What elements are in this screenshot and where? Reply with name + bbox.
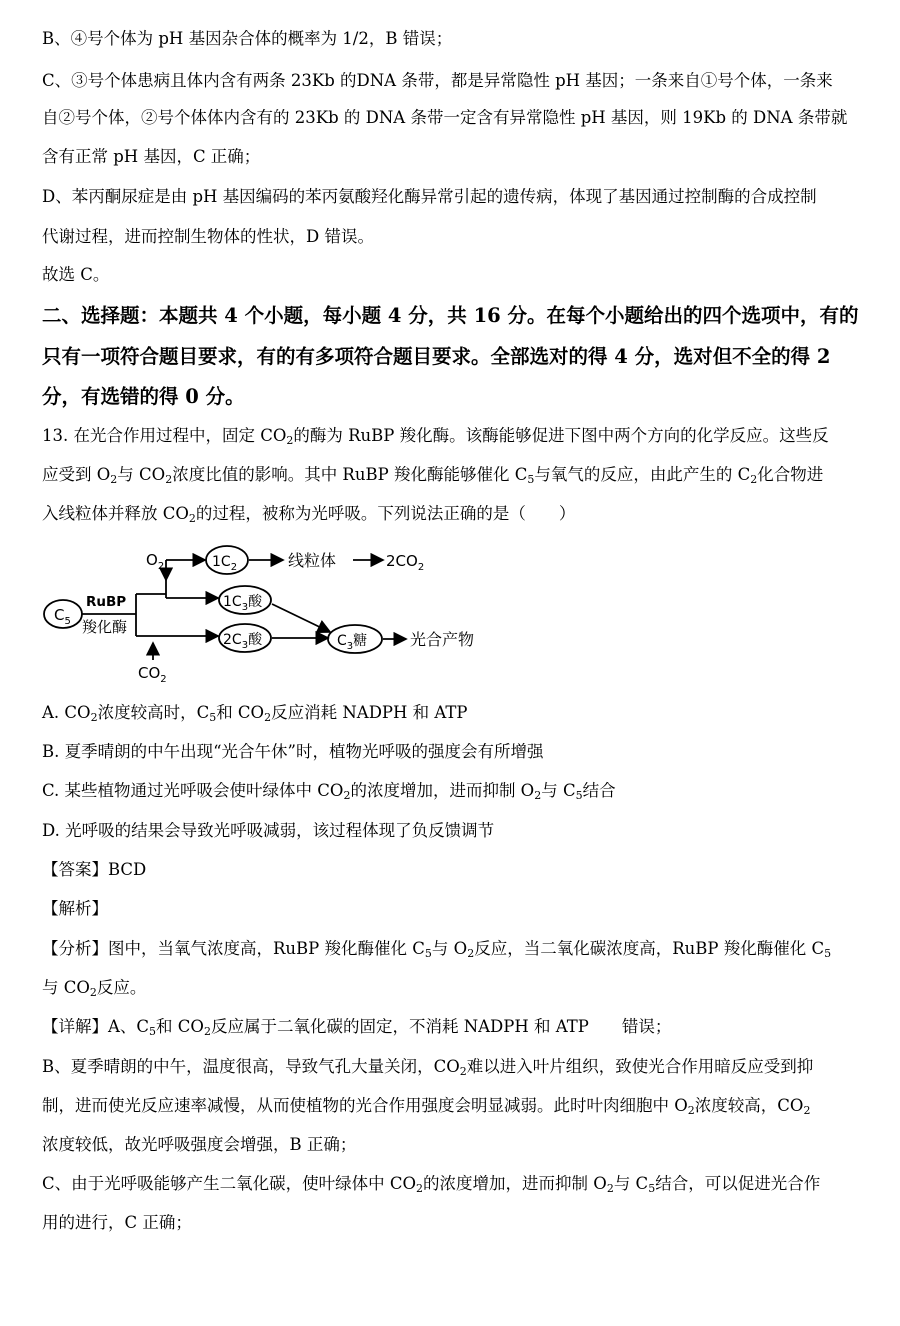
text-line: D、苯丙酮尿症是由 pH 基因编码的苯丙氨酸羟化酶异常引起的遗传病，体现了基因通过控制酶的合成控制 <box>42 187 817 206</box>
svg-text:光合产物: 光合产物 <box>410 630 475 649</box>
svg-text:线粒体: 线粒体 <box>288 551 337 570</box>
svg-text:2C3酸: $2C_3$酸 <box>223 632 263 651</box>
question-13-stem: 入线粒体并释放 $CO_2$的过程，被称为光呼吸。下列说法正确的是（ ） <box>42 504 576 525</box>
svg-text:1C3酸: $1C_3$酸 <box>223 594 263 613</box>
section-heading: 分，有选错的得 0 分。 <box>42 385 245 408</box>
analysis-heading: 【解析】 <box>42 899 108 918</box>
svg-text:RuBP: RuBP <box>86 594 127 610</box>
text-line: 自②号个体，②号个体体内含有的 23Kb 的 DNA 条带一定含有异常隐性 pH 基因，则 19Kb 的 DNA 条带就 <box>42 108 848 127</box>
detail-text: B、夏季晴朗的中午，温度很高，导致气孔大量关闭，$CO_2$难以进入叶片组织，致使光合作用暗反应受到抑 <box>42 1057 814 1078</box>
detail-text: 浓度较低，故光呼吸强度会增强，B 正确； <box>42 1135 357 1154</box>
question-13-stem: 应受到 $O_2$与 $CO_2$浓度比值的影响。其中 RuBP 羧化酶能够催化 $C_5$与氧气的反应，由此产生的 $C_2$化合物进 <box>42 465 824 486</box>
section-heading: 二、选择题：本题共 4 个小题，每小题 4 分，共 16 分。在每个小题给出的四个选项中，有的 <box>42 304 859 327</box>
option-b: B. 夏季晴朗的中午出现“光合午休”时，植物光呼吸的强度会有所增强 <box>42 742 544 761</box>
answer-line: 【答案】BCD <box>42 860 147 879</box>
text-line: 代谢过程，进而控制生物体的性状，D 错误。 <box>42 227 374 246</box>
detail-text: C、由于光呼吸能够产生二氧化碳，使叶绿体中 $CO_2$的浓度增加，进而抑制 $O_2$与 $C_5$结合，可以促进光合作 <box>42 1174 821 1195</box>
option-c: C. 某些植物通过光呼吸会使叶绿体中 $CO_2$的浓度增加，进而抑制 $O_2$与 $C_5$结合 <box>42 781 616 802</box>
detail-text: 制，进而使光反应速率减慢，从而使植物的光合作用强度会明显减弱。此时叶肉细胞中 $O_2$浓度较高，$CO_2$ <box>42 1096 811 1117</box>
text-line: 故选 C。 <box>42 265 110 284</box>
svg-text:C5: $C_5$ <box>54 606 71 627</box>
text-line: 含有正常 pH 基因，C 正确； <box>42 147 261 166</box>
analysis-text: 与 $CO_2$反应。 <box>42 978 147 999</box>
text-line: C、③号个体患病且体内含有两条 23Kb 的DNA 条带，都是异常隐性 pH 基因；一条来自①号个体，一条来 <box>42 71 833 90</box>
section-heading: 只有一项符合题目要求，有的有多项符合题目要求。全部选对的得 4 分，选对但不全的得 2 <box>42 345 831 368</box>
svg-text:O2: $O_2$ <box>146 551 165 572</box>
question-13-stem: 13. 在光合作用过程中，固定 $CO_2$的酶为 RuBP 羧化酶。该酶能够促进下图中两个方向的化学反应。这些反 <box>42 426 829 447</box>
text-line: B、④号个体为 pH 基因杂合体的概率为 1/2，B 错误； <box>42 29 453 48</box>
detail-text: 【详解】A、$C_5$和 $CO_2$反应属于二氧化碳的固定，不消耗 NADPH 和 ATP 错误； <box>42 1017 672 1038</box>
svg-text:C3糖: $C_3$糖 <box>337 633 368 652</box>
analysis-text: 【分析】图中，当氧气浓度高，RuBP 羧化酶催化 $C_5$与 $O_2$反应，当二氧化碳浓度高，RuBP 羧化酶催化 $C_5$ <box>42 939 832 960</box>
option-a: A. $CO_2$浓度较高时，$C_5$和 $CO_2$反应消耗 NADPH 和 ATP <box>42 703 468 724</box>
svg-text:CO2: $CO_2$ <box>138 664 167 685</box>
detail-text: 用的进行，C 正确； <box>42 1213 192 1232</box>
svg-text:1C2: $1C_2$ <box>212 554 238 573</box>
svg-text:2CO2: $2CO_2$ <box>386 552 425 573</box>
option-d: D. 光呼吸的结果会导致光呼吸减弱，该过程体现了负反馈调节 <box>42 821 495 840</box>
photorespiration-diagram <box>40 540 520 688</box>
svg-text:羧化酶: 羧化酶 <box>82 618 128 636</box>
